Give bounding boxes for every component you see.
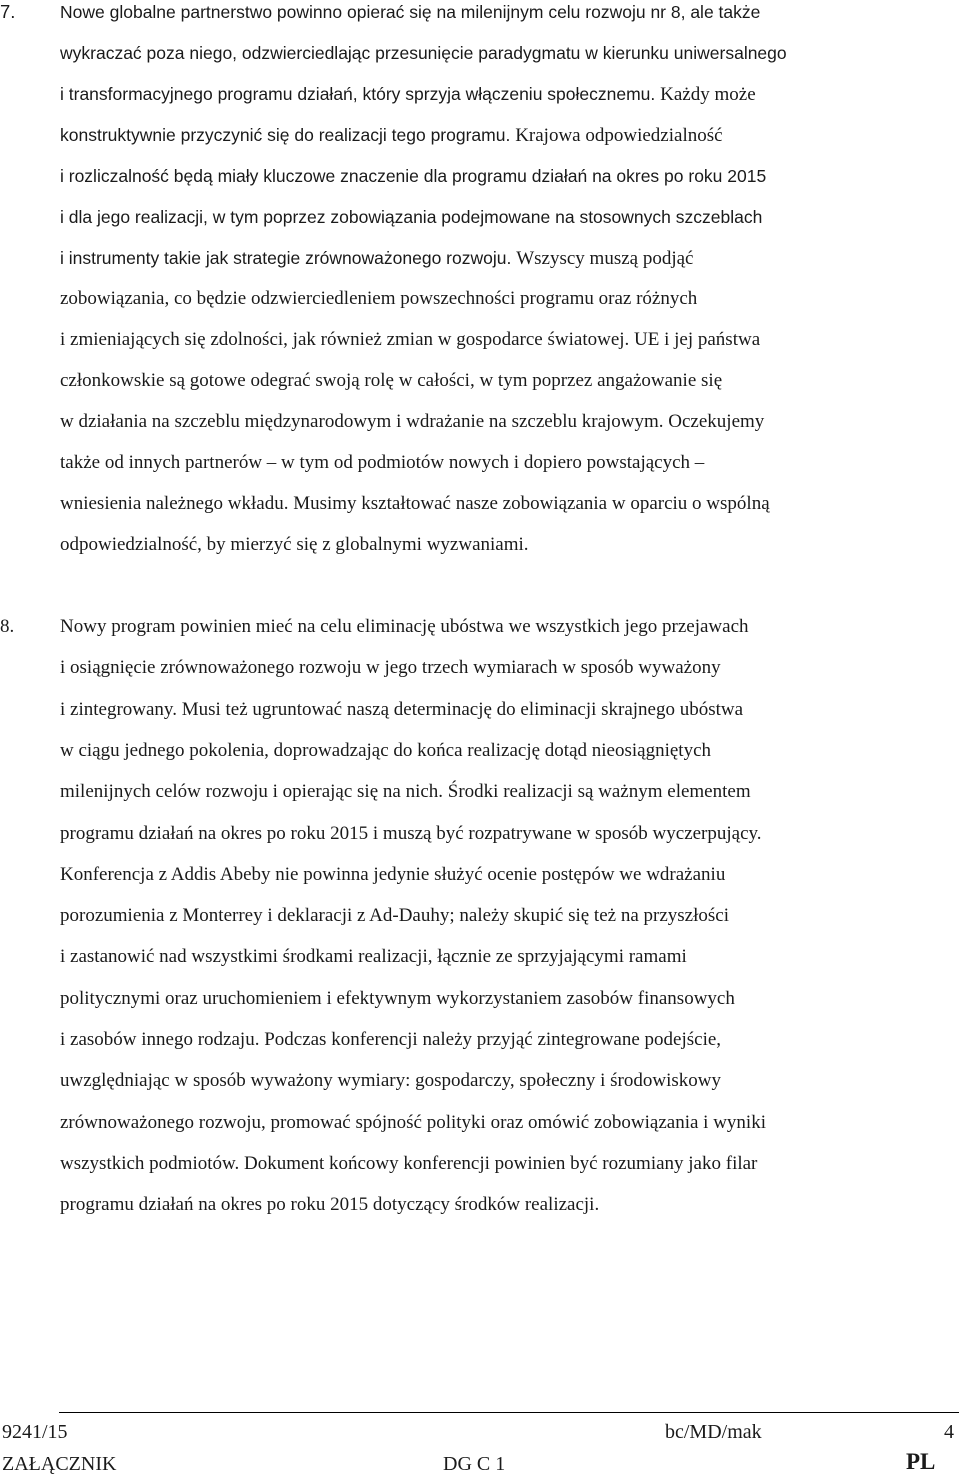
- text-line: [60, 205, 762, 229]
- text-line: [60, 328, 760, 352]
- text-segment: wykraczać poza niego, odzwierciedlając przesunięcie paradygmatu w kierunku uniwersalnego: [60, 43, 787, 63]
- text-line: [60, 287, 697, 311]
- text-line: [60, 123, 723, 147]
- text-segment: w ciągu jednego pokolenia, doprowadzając do końca realizację dotąd nieosiągniętych: [60, 739, 712, 761]
- footer-language: PL: [906, 1449, 936, 1474]
- text-line: [60, 533, 529, 557]
- text-segment: porozumienia z Monterrey i deklaracji z Ad-Dauhy; należy skupić się też na przyszłości: [60, 905, 729, 927]
- text-segment: członkowskie są gotowe odegrać swoją rolę w całości, w tym poprzez angażowanie się: [60, 370, 723, 391]
- text-segment: zrównoważonego rozwoju, promować spójność polityki oraz omówić zobowiązania i wyniki: [60, 1111, 766, 1133]
- text-segment: w działania na szczeblu międzynarodowym i wdrażanie na szczeblu krajowym. Oczekujemy: [60, 411, 765, 432]
- text-line: [60, 0, 760, 24]
- text-segment: milenijnych celów rozwoju i opierając się na nich. Środki realizacji są ważnym elementem: [60, 781, 751, 803]
- text-segment: Krajowa odpowiedzialność: [515, 125, 723, 146]
- paragraph-number: 7.: [0, 1, 16, 22]
- footer-divider: [59, 1412, 959, 1413]
- text-segment: Wszyscy muszą podjąć: [516, 248, 694, 269]
- text-line: [60, 451, 704, 475]
- text-line: [60, 656, 721, 680]
- text-line: [60, 1028, 721, 1052]
- text-line: [60, 863, 725, 887]
- text-line: [60, 739, 711, 763]
- text-segment: i dla jego realizacji, w tym poprzez zobowiązania podejmowane na stosownych szczeblach: [60, 207, 763, 227]
- footer-initials: bc/MD/mak: [665, 1421, 762, 1443]
- text-line: [60, 780, 751, 804]
- text-line: [60, 1111, 766, 1135]
- text-line: [60, 41, 787, 65]
- text-line: [60, 1069, 721, 1093]
- text-line: [60, 1193, 599, 1217]
- text-segment: odpowiedzialność, by mierzyć się z globalnymi wyzwaniami.: [60, 534, 529, 555]
- text-line: [60, 164, 766, 188]
- text-line: [60, 904, 729, 928]
- footer-dg: DG C 1: [443, 1453, 506, 1475]
- text-segment: także od innych partnerów – w tym od podmiotów nowych i dopiero powstających –: [60, 452, 705, 473]
- text-segment: politycznymi oraz uruchomieniem i efektywnym wykorzystaniem zasobów finansowych: [60, 987, 735, 1009]
- text-segment: i zasobów innego rodzaju. Podczas konferencji należy przyjąć zintegrowane podejście,: [60, 1029, 722, 1050]
- text-segment: uwzględniając w sposób wyważony wymiary: gospodarczy, społeczny i środowiskowy: [60, 1070, 721, 1092]
- footer-annex: ZAŁĄCZNIK: [2, 1453, 117, 1475]
- text-segment: Konferencja z Addis Abeby nie powinna jedynie służyć ocenie postępów we wdrażaniu: [60, 863, 726, 885]
- footer-page-number: 4: [944, 1421, 954, 1443]
- text-segment: i zmieniających się zdolności, jak również zmian w gospodarce światowej. UE i jej państwa: [60, 329, 761, 350]
- text-line: [60, 615, 749, 639]
- text-line: [60, 82, 756, 106]
- text-line: [60, 1152, 757, 1176]
- text-segment: i rozliczalność będą miały kluczowe znaczenie dla programu działań na okres po roku 2015: [60, 166, 767, 186]
- text-segment: i transformacyjnego programu działań, który sprzyja włączeniu społecznemu.: [60, 84, 661, 104]
- footer-doc-number: 9241/15: [2, 1421, 68, 1443]
- text-segment: i instrumenty takie jak strategie zrównoważonego rozwoju.: [60, 248, 517, 268]
- text-line: [60, 410, 764, 434]
- text-line: [60, 246, 693, 270]
- text-segment: wszystkich podmiotów. Dokument końcowy konferencji powinien być rozumiany jako filar: [60, 1152, 758, 1174]
- text-segment: Nowe globalne partnerstwo powinno opierać się na milenijnym celu rozwoju nr 8, ale także: [60, 2, 761, 22]
- text-line: [60, 987, 735, 1011]
- text-segment: programu działań na okres po roku 2015 dotyczący środków realizacji.: [60, 1194, 600, 1216]
- text-segment: Każdy może: [660, 84, 756, 105]
- text-line: [60, 698, 743, 722]
- text-line: [60, 492, 770, 516]
- text-segment: i zastanowić nad wszystkimi środkami realizacji, łącznie ze sprzyjającymi ramami: [60, 946, 687, 968]
- text-segment: wniesienia należnego wkładu. Musimy kształtować nasze zobowiązania w oparciu o wspólną: [60, 493, 770, 514]
- text-line: [60, 945, 687, 969]
- text-line: [60, 822, 762, 846]
- text-segment: zobowiązania, co będzie odzwierciedleniem powszechności programu oraz różnych: [60, 288, 698, 309]
- text-line: [60, 369, 722, 393]
- text-segment: konstruktywnie przyczynić się do realizacji tego programu.: [60, 125, 516, 145]
- text-segment: i osiągnięcie zrównoważonego rozwoju w jego trzech wymiarach w sposób wyważony: [60, 657, 721, 679]
- text-segment: programu działań na okres po roku 2015 i muszą być rozpatrywane w sposób wyczerpujący.: [60, 822, 762, 844]
- text-segment: Nowy program powinien mieć na celu eliminację ubóstwa we wszystkich jego przejawach: [60, 616, 749, 637]
- paragraph-number: 8.: [0, 616, 15, 637]
- text-segment: i zintegrowany. Musi też ugruntować naszą determinację do eliminacji skrajnego ubóstwa: [60, 698, 744, 720]
